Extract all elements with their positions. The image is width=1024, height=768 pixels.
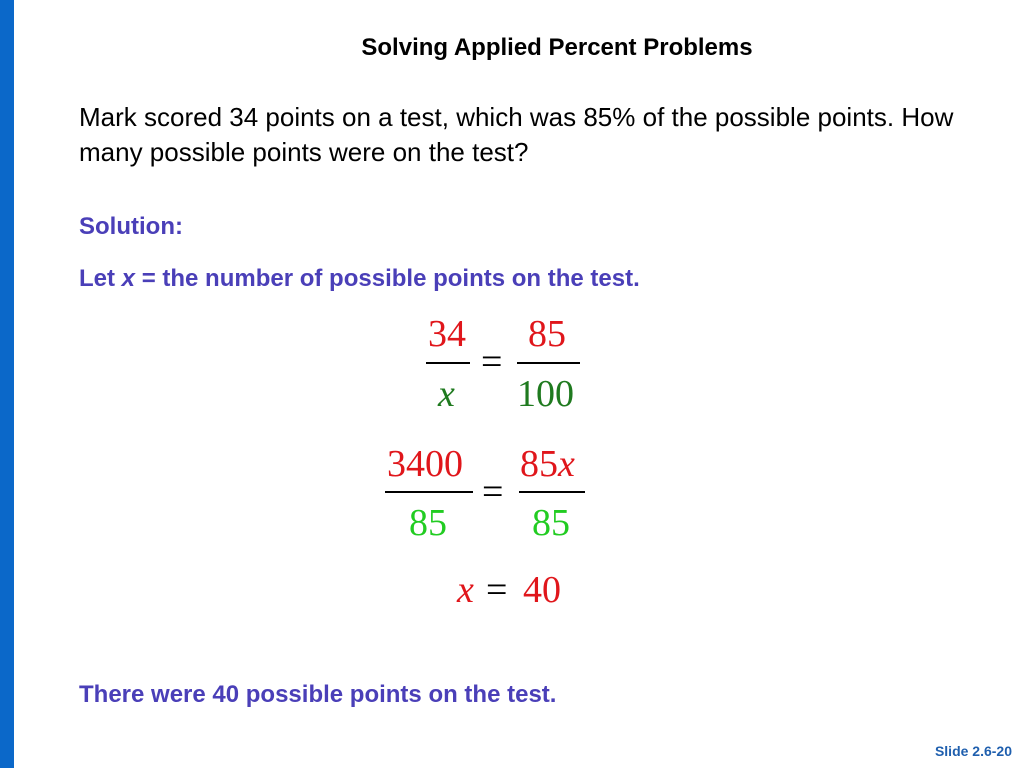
eq2-fraction-bar-left (385, 491, 473, 493)
eq3-variable: x (457, 569, 474, 611)
let-variable: x (121, 265, 136, 292)
slide-number: Slide 2.6-20 (934, 743, 1012, 759)
slide-title: Solving Applied Percent Problems (361, 34, 753, 61)
eq3-value: 40 (523, 569, 561, 611)
eq2-denominator-left: 85 (409, 502, 447, 544)
eq2-numerator-left: 3400 (387, 443, 463, 485)
eq2-denominator-right: 85 (532, 502, 570, 544)
eq2-fraction-bar-right (519, 491, 585, 493)
eq2-numerator-right-coefficient: 85 (520, 443, 558, 485)
eq2-numerator-right-variable: x (558, 443, 575, 485)
eq1-denominator-left: x (438, 373, 455, 415)
eq2-equals: = (482, 471, 504, 513)
let-prefix: Let (79, 265, 115, 292)
eq1-fraction-bar-right (517, 362, 580, 364)
eq1-equals: = (481, 341, 503, 383)
eq1-fraction-bar-left (426, 362, 470, 364)
solution-label: Solution: (79, 213, 183, 240)
conclusion-statement: There were 40 possible points on the test. (79, 681, 557, 708)
eq2-numerator-right (520, 442, 575, 486)
let-suffix: = the number of possible points on the test. (141, 265, 640, 292)
problem-statement: Mark scored 34 points on a test, which was 85% of the possible points. How many possible points were on the test? (79, 102, 954, 167)
eq1-denominator-right: 100 (517, 373, 574, 415)
left-accent-bar (0, 0, 14, 768)
eq1-numerator-left: 34 (428, 313, 466, 355)
eq3-equals: = (486, 569, 508, 611)
eq1-numerator-right: 85 (528, 313, 566, 355)
let-statement (79, 265, 640, 293)
